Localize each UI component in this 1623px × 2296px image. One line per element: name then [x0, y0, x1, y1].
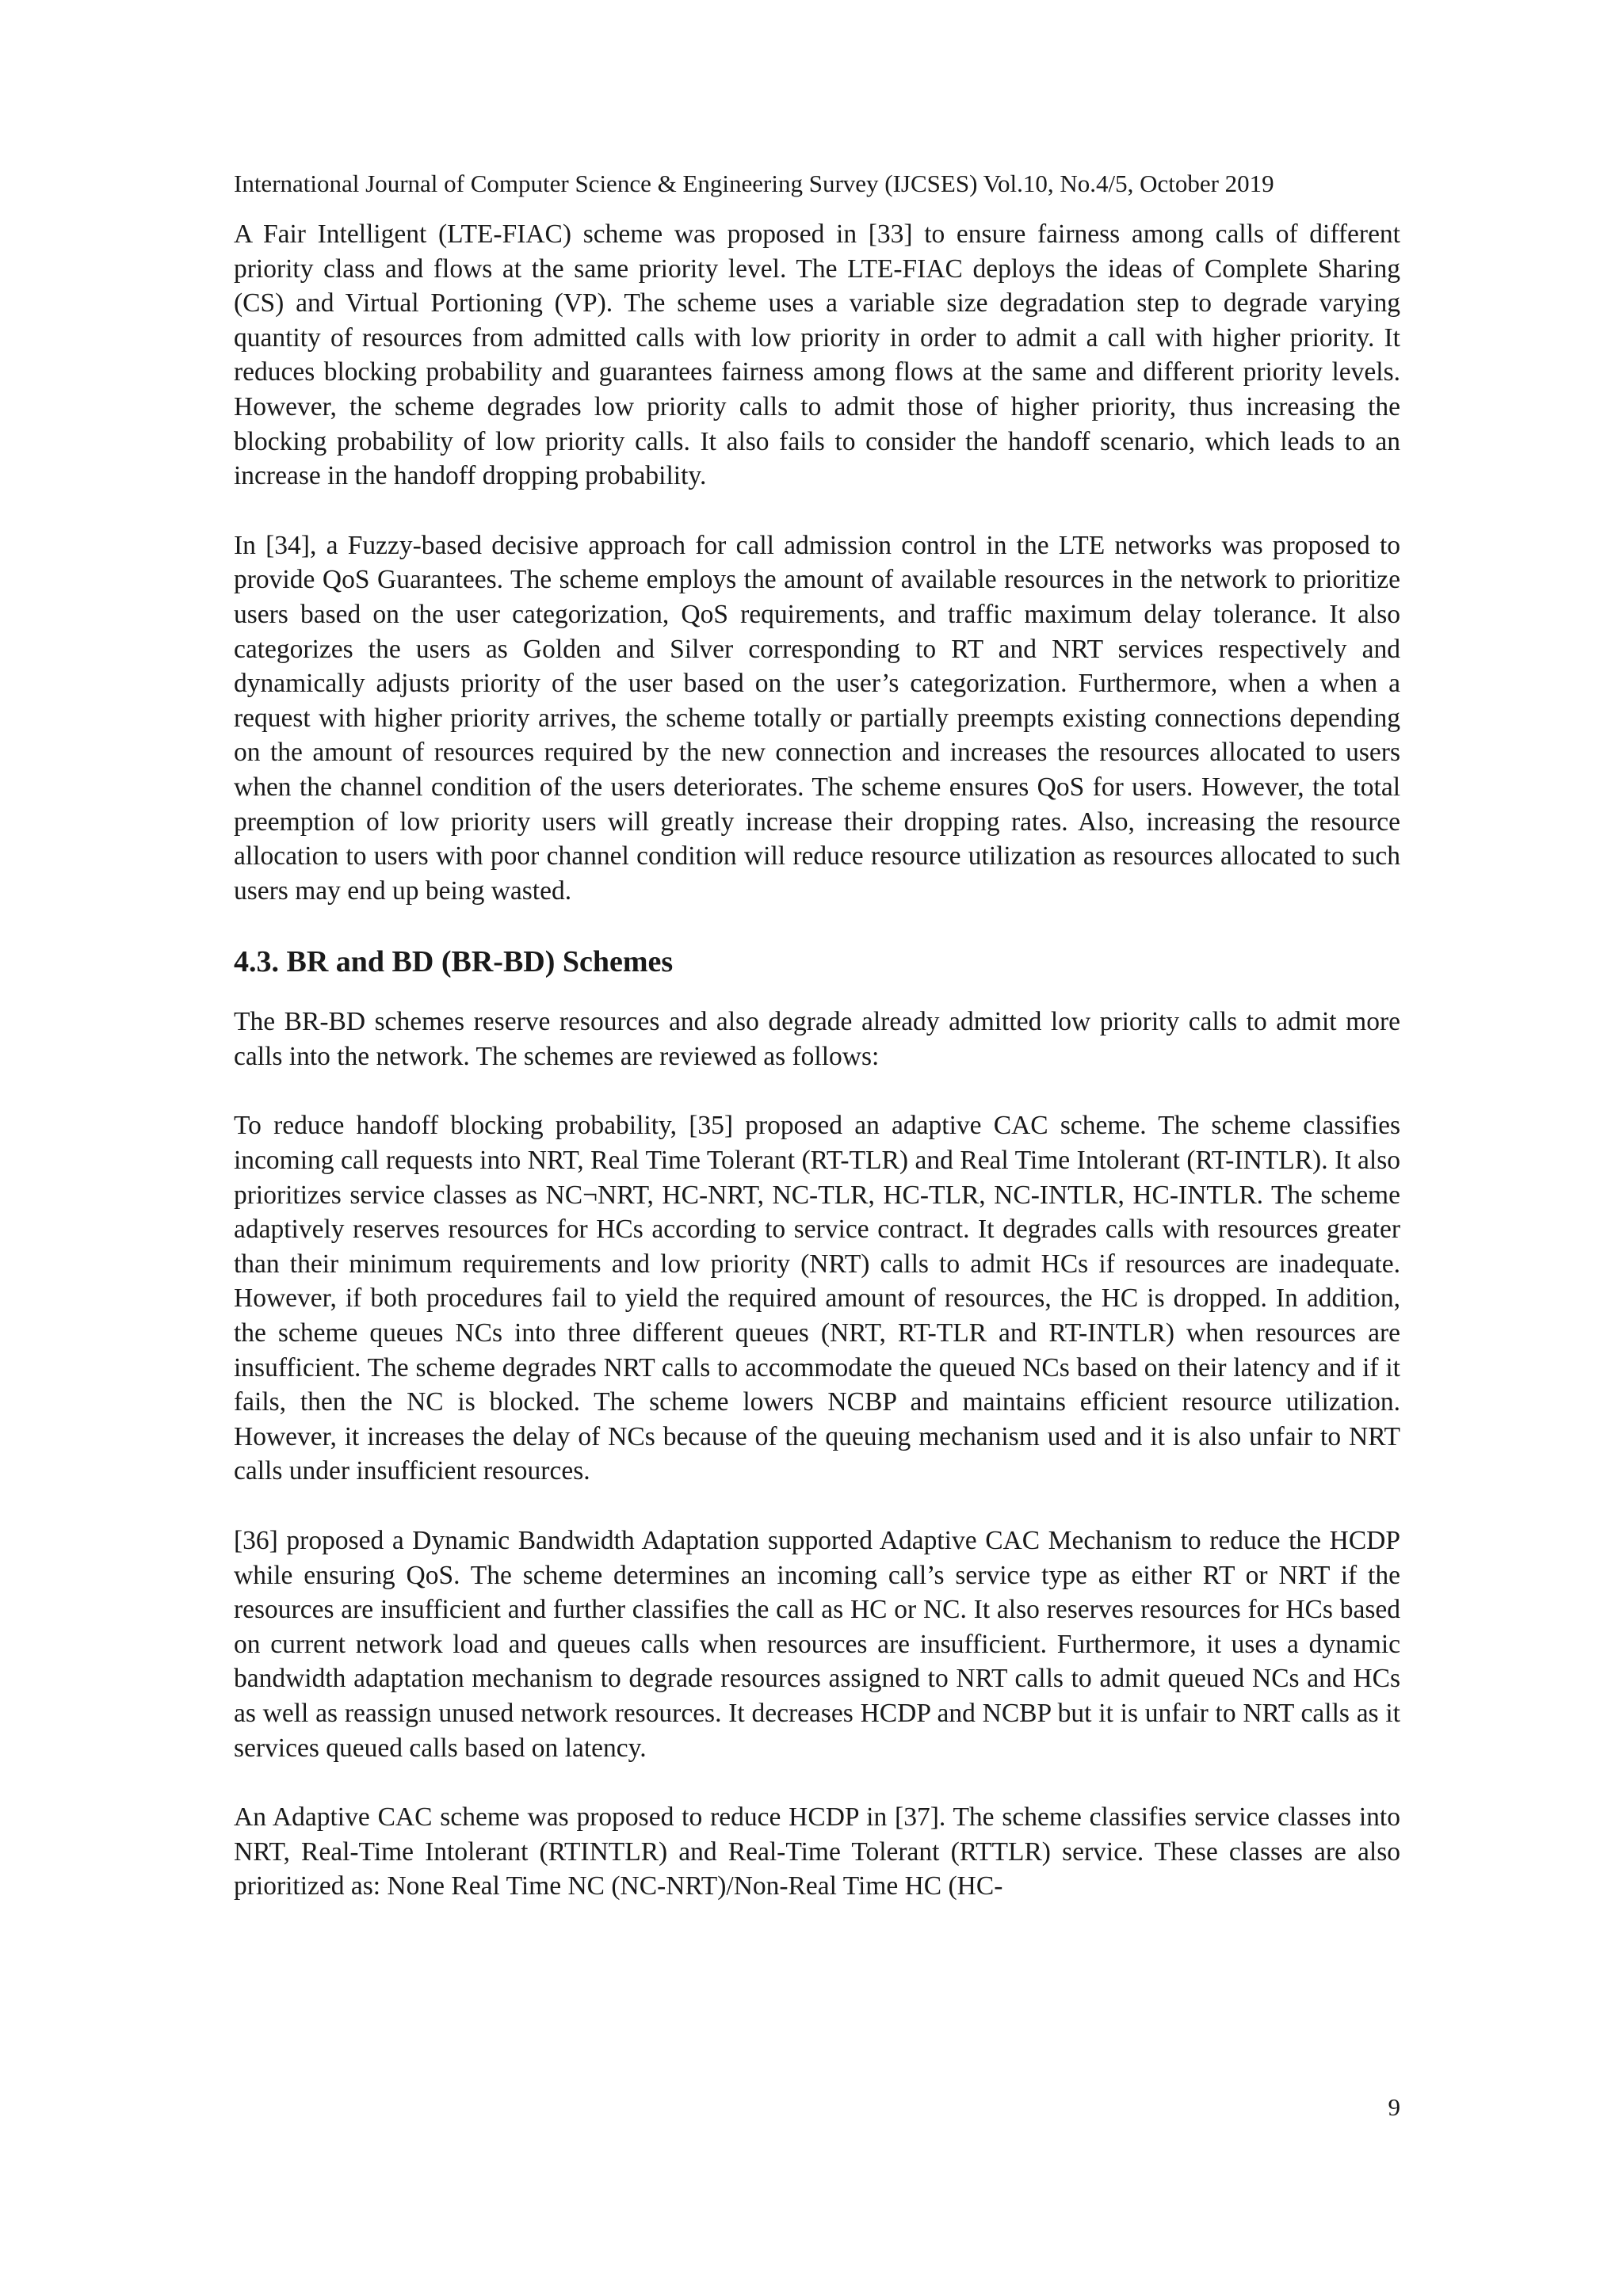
paragraph-fuzzy-cac: In [34], a Fuzzy-based decisive approach for call admission control in the LTE networks was proposed to provide QoS Guarantees. The scheme employs the amount of available resources in the network to prioritize users based on the user categorization, QoS requirements, and traffic maximum delay tolerance. It also categorizes the users as Golden and Silver corresponding to RT and NRT services respectively and dynamically adjusts priority of the user based on the user’s categorization. Furthermore, when a when a request with higher priority arrives, the scheme totally or partially preempts existing connections depending on the amount of resources required by the new connection and increases the resources allocated to users when the channel condition of the users deteriorates. The scheme ensures QoS for users. However, the total preemption of low priority users will greatly increase their dropping rates. Also, increasing the resource allocation to users with poor channel condition will reduce resource utilization as resources allocated to such users may end up being wasted.	[234, 530, 1400, 906]
running-header: International Journal of Computer Science & Engineering Survey (IJCSES) Vol.10, No.4/5, October 2019	[234, 170, 1274, 197]
section-heading: 4.3. BR and BD (BR-BD) Schemes	[234, 945, 674, 979]
paragraph-lte-fiac: A Fair Intelligent (LTE-FIAC) scheme was proposed in [33] to ensure fairness among calls of different priority class and flows at the same priority level. The LTE-FIAC deploys the ideas of Complete Sharing (CS) and Virtual Portioning (VP). The scheme uses a variable size degradation step to degrade varying quantity of resources from admitted calls with low priority in order to admit a call with higher priority. It reduces blocking probability and guarantees fairness among flows at the same and different priority levels. However, the scheme degrades low priority calls to admit those of higher priority, thus increasing the blocking probability of low priority calls. It also fails to consider the handoff scenario, which leads to an increase in the handoff dropping probability.	[234, 219, 1400, 491]
page-number: 9	[1388, 2093, 1400, 2121]
paragraph-adaptive-cac-35: To reduce handoff blocking probability, [35] proposed an adaptive CAC scheme. The scheme classifies incoming call requests into NRT, Real Time Tolerant (RT-TLR) and Real Time Intolerant (RT-INTLR). It also prioritizes service classes as NC¬NRT, HC-NRT, NC-TLR, HC-TLR, NC-INTLR, HC-INTLR. The scheme adaptively reserves resources for HCs according to service contract. It degrades calls with resources greater than their minimum requirements and low priority (NRT) calls to admit HCs if resources are inadequate. However, if both procedures fail to yield the required amount of resources, the HC is dropped. In addition, the scheme queues NCs into three different queues (NRT, RT-TLR and RT-INTLR) when resources are insufficient. The scheme degrades NRT calls to accommodate the queued NCs based on their latency and if it fails, then the NC is blocked. The scheme lowers NCBP and maintains efficient resource utilization. However, it increases the delay of NCs because of the queuing mechanism used and it is also unfair to NRT calls under insufficient resources.	[234, 1111, 1400, 1486]
paragraph-dba-cac-36: [36] proposed a Dynamic Bandwidth Adaptation supported Adaptive CAC Mechanism to reduce the HCDP while ensuring QoS. The scheme determines an incoming call’s service type as either RT or NRT if the resources are insufficient and further classifies the call as HC or NC. It also reserves resources for HCs based on current network load and queues calls when resources are insufficient. Furthermore, it uses a dynamic bandwidth adaptation mechanism to degrade resources assigned to NRT calls to admit queued NCs and HCs as well as reassign unused network resources. It decreases HCDP and NCBP but it is unfair to NRT calls as it services queued calls based on latency.	[234, 1526, 1400, 1763]
paragraph-br-bd-intro: The BR-BD schemes reserve resources and also degrade already admitted low priority calls to admit more calls into the network. The schemes are reviewed as follows:	[234, 1007, 1400, 1071]
page-content	[234, 168, 1400, 1939]
paragraph-adaptive-cac-37: An Adaptive CAC scheme was proposed to reduce HCDP in [37]. The scheme classifies service classes into NRT, Real-Time Intolerant (RTINTLR) and Real-Time Tolerant (RTTLR) service. These classes are also prioritized as: None Real Time NC (NC-NRT)/Non-Real Time HC (HC-	[234, 1802, 1400, 1901]
